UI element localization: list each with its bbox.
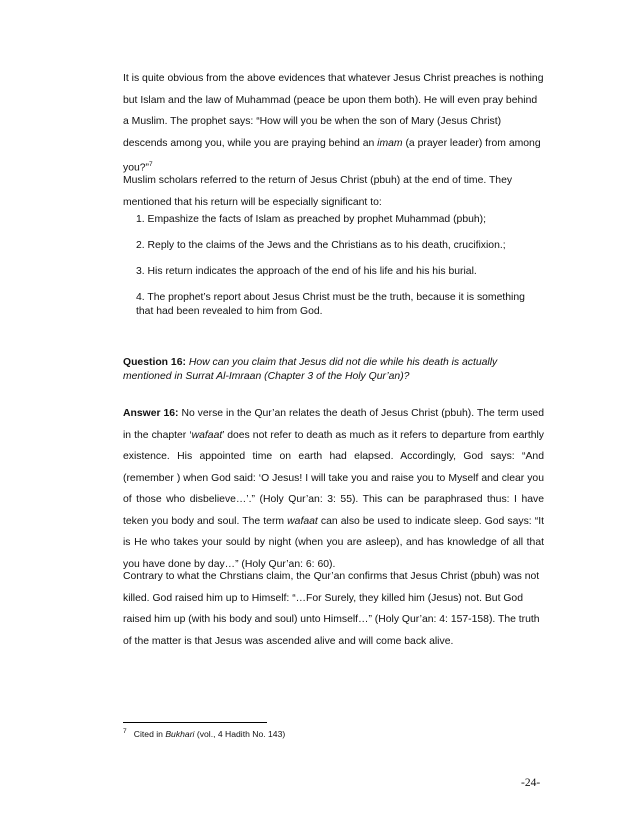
footnote-number: 7: [123, 728, 127, 735]
question-text: How can you claim that Jesus did not die while his death is actually mentioned in Surrat Al-Imraan (Chapter 3 of the Holy Qur’an)?: [123, 357, 498, 382]
question-label: Question 16:: [123, 357, 186, 368]
footnote: $^7$ Cited in Bukhari (vol., 4 Hadith No. 143): [123, 728, 286, 739]
term-wafaat-2: wafaat: [287, 515, 318, 527]
question-heading: [123, 356, 544, 384]
footnote-reference: 7: [149, 161, 153, 168]
intro-paragraph: It is quite obvious from the above evidences that whatever Jesus Christ preaches is nothing but Islam and the law of Muhammad (peace be upon them both). He will even pray behind a Muslim. The prophet says: “How will you be when the son of Mary (Jesus Christ) descends among you, while you are praying behind an imam (a prayer leader) from among you?”$^7$: [123, 73, 544, 174]
list-item-1: 1. Empashize the facts of Islam as preached by prophet Muhammad (pbuh);: [136, 214, 486, 225]
conclusion-paragraph: Contrary to what the Chrstians claim, the Qur’an confirms that Jesus Christ (pbuh) was not killed. God raised him up to Himself: “…For Surely, they killed him (Jesus) not. But God raised him up (with his body and soul) unto Himself…” (Holy Qur’an: 4: 157-158). The truth of the matter is that Jesus was ascended alive and will come back alive.: [123, 571, 540, 647]
scholars-paragraph: Muslim scholars referred to the return of Jesus Christ (pbuh) at the end of time. They mentioned that his return will be especially significant to:: [123, 175, 513, 208]
footnote-source: Bukhari: [165, 728, 195, 739]
answer-label: Answer 16:: [123, 408, 179, 419]
term-wafaat: wafaat: [191, 429, 223, 441]
list-item-4: 4. The prophet’s report about Jesus Christ must be the truth, because it is something that had been revealed to him from God.: [136, 292, 525, 317]
list-item-3: 3. His return indicates the approach of the end of his life and his his burial.: [136, 266, 477, 277]
page-number: -24-: [521, 777, 541, 789]
list-item-2: 2. Reply to the claims of the Jews and the Christians as to his death, crucifixion.;: [136, 240, 506, 251]
answer-paragraph: Answer 16: No verse in the Qur’an relates the death of Jesus Christ (pbuh). The term used in the chapter ‘wafaat’ does not refer to death as much as it refers to departure from earthly existence. His appointed time on earth had elapsed. Accordingly, God says: “And (remember ) when God said: ‘O Jesus! I will take you and raise you to Myself and clear you of those who disbelieve…’.” (Holy Qur’an: 3: 55). This can be paraphrased thus: I have teken you body and soul. The term wafaat can also be used to indicate sleep. God says: “It is He who takes your sould by night (when you are asleep), and has knowledge of all that you have done by day…” (Holy Qur’an: 6: 60).: [123, 408, 544, 570]
term-imam: imam: [377, 137, 403, 149]
footnote-divider: [123, 722, 267, 723]
